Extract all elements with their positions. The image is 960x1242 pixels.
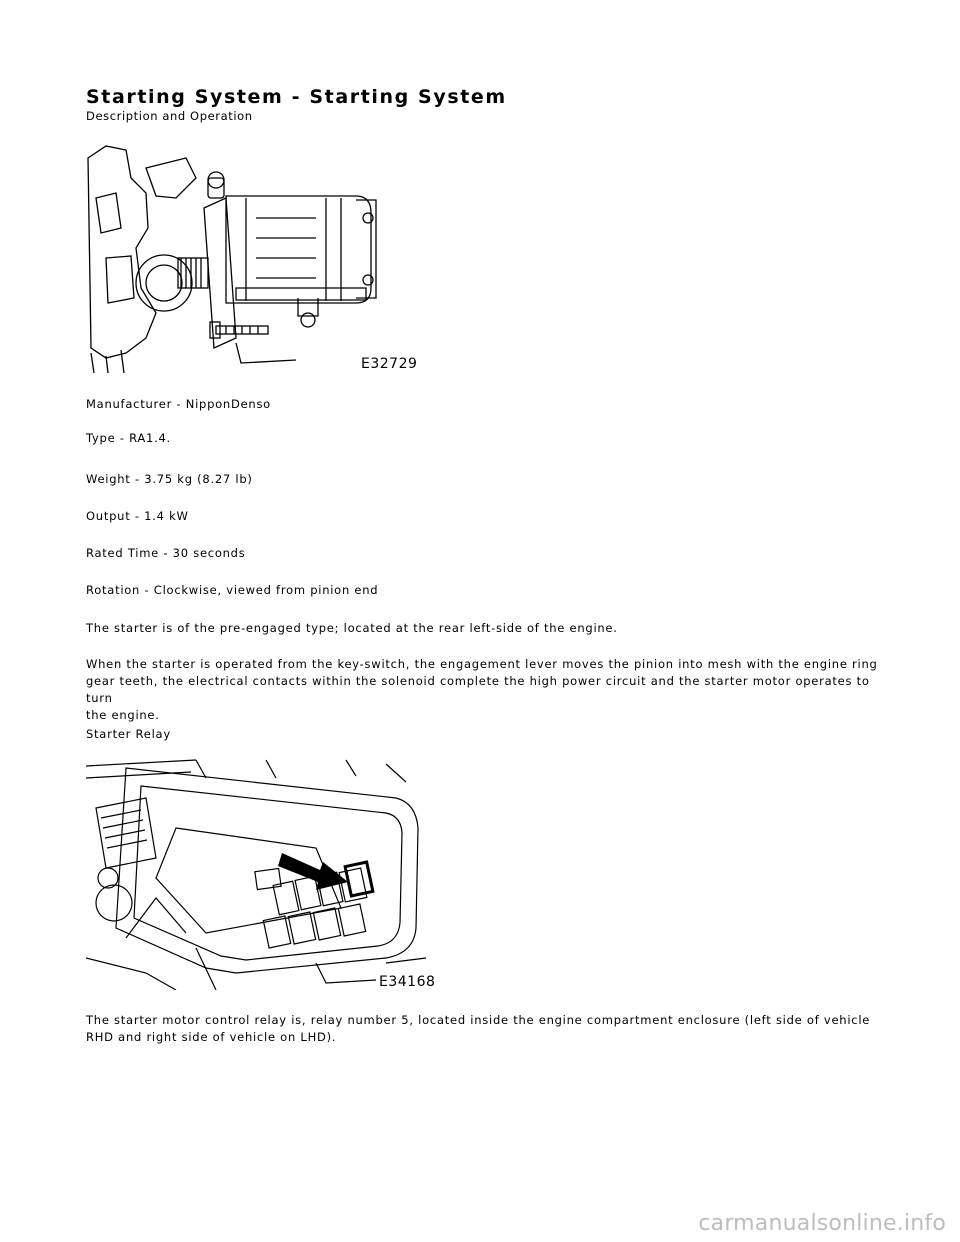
spec-rated-time: Rated Time - 30 seconds bbox=[86, 546, 246, 560]
spec-manufacturer: Manufacturer - NipponDenso bbox=[86, 397, 271, 411]
relay-location-line: RHD and right side of vehicle on LHD). bbox=[86, 1030, 337, 1044]
operation-line: the engine. bbox=[86, 708, 160, 722]
relay-pointer-arrow bbox=[278, 853, 348, 890]
spec-rotation: Rotation - Clockwise, viewed from pinion end bbox=[86, 583, 379, 597]
site-watermark: carmanualsonline.info bbox=[698, 1211, 946, 1236]
spec-weight: Weight - 3.75 kg (8.27 lb) bbox=[86, 472, 253, 486]
spec-output: Output - 1.4 kW bbox=[86, 509, 189, 523]
page-title: Starting System - Starting System bbox=[86, 86, 507, 108]
starter-relay-heading: Starter Relay bbox=[86, 727, 171, 741]
figure-label-e34168: E34168 bbox=[379, 974, 436, 990]
starter-motor-figure bbox=[86, 138, 426, 373]
figure-label-e32729: E32729 bbox=[361, 356, 418, 372]
relay-location-line: The starter motor control relay is, relay number 5, located inside the engine compartment enclosure (left side of vehicle bbox=[86, 1013, 871, 1027]
operation-line: When the starter is operated from the key-switch, the engagement lever moves the pinion into mesh with the engine ring bbox=[86, 657, 878, 671]
page-subtitle: Description and Operation bbox=[86, 109, 253, 123]
operation-line: gear teeth, the electrical contacts within the solenoid complete the high power circuit and the starter motor operates to turn bbox=[86, 674, 870, 705]
relay-enclosure-figure bbox=[86, 758, 438, 990]
starter-type-paragraph: The starter is of the pre-engaged type; located at the rear left-side of the engine. bbox=[86, 621, 618, 635]
spec-type: Type - RA1.4. bbox=[86, 431, 171, 445]
relay-location-paragraph bbox=[86, 1012, 886, 1046]
operation-paragraph bbox=[86, 656, 886, 724]
